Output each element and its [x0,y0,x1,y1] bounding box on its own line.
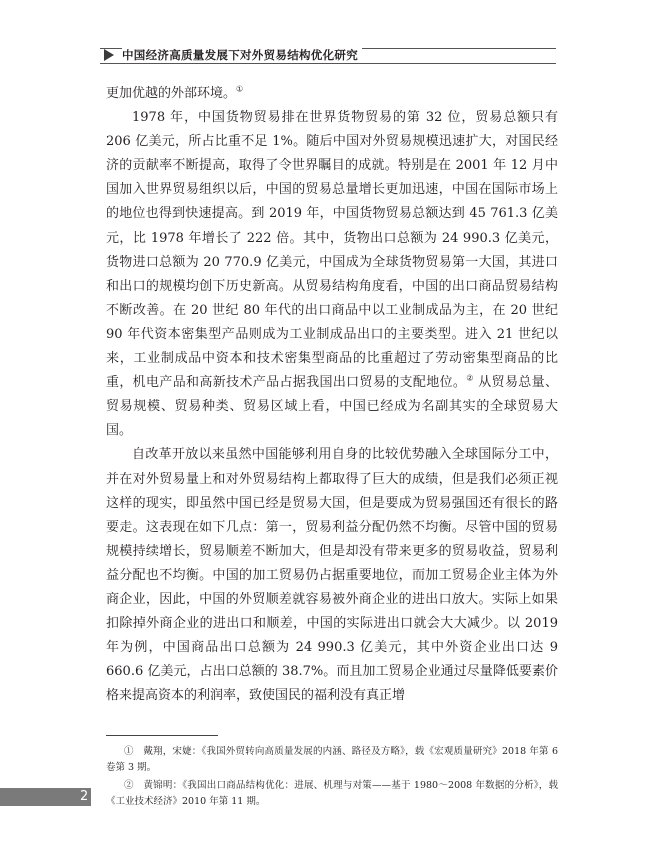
footnote-2: ② 黄锦明：《我国出口商品结构优化：进展、机理与对策——基于 1980～2008 年数据的分析》，载《工业技术经济》2010 年第 11 期。 [106,780,558,807]
running-header-title: 中国经济高质量发展下对外贸易结构优化研究 [122,47,362,63]
main-text [106,82,558,708]
paragraph-1-text-b: 从贸易总量、贸易规模、贸易种类、贸易区域上看，中国已经成为名副其实的全球贸易大国。 [106,375,558,439]
footnote-1: ① 戴翔，宋婕：《我国外贸转向高质量发展的内涵、路径及方略》，载《宏观质量研究》2018 年第 6 卷第 3 期。 [106,746,558,773]
header-arrow-icon [104,49,114,61]
running-header [100,44,558,66]
footnote-divider [106,735,218,736]
page-number-tab [0,788,91,806]
page-number: 2 [80,789,89,804]
paragraph-1 [106,106,558,443]
intro-line: 更加优越的外部环境。 [106,86,237,101]
paragraph-1-text-a: 1978 年，中国货物贸易排在世界货物贸易的第 32 位，贸易总额只有 206 亿美元，所占比重不足 1%。随后中国对外贸易规模迅速扩大，对国民经济的贡献率不断提高，取得了令世界瞩目的成就。特别是在 2001 年 12 月中国加入世界贸易组织以后，中国的贸易总量增长更加迅速，中国在国际市场上的地位也得到快速提高。到 2019 年，中国货物贸易总额达到 45 761.3 亿美元，比 1978 年增长了 222 倍。其中，货物出口总额为 24 990.3 亿美元，货物进口总额为 20 770.9 亿美元，中国成为全球货物贸易第一大国，其进口和出口的规模均创下历史新高。从贸易结构角度看，中国的出口商品贸易结构不断改善。在 20 世纪 80 年代的出口商品中以工业制成品为主，在 20 世纪 90 年代资本密集型产品则成为工业制成品出口的主要类型。进入 21 世纪以来，工业制成品中资本和技术密集型商品的比重超过了劳动密集型商品的比重，机电产品和高新技术产品占据我国出口贸易的支配地位。 [106,110,558,391]
intro-paragraph [106,82,558,106]
footnote-ref-2[interactable]: ② [466,373,474,383]
paragraph-2: 自改革开放以来虽然中国能够利用自身的比较优势融入全球国际分工中，并在对外贸易量上和对外贸易结构上都取得了巨大的成绩，但是我们必须正视这样的现实，即虽然中国已经是贸易大国，但是要成为贸易强国还有很长的路要走。这表现在如下几点：第一，贸易利益分配仍然不均衡。尽管中国的贸易规模持续增长，贸易顺差不断加大，但是却没有带来更多的贸易收益，贸易利益分配也不均衡。中国的加工贸易仍占据重要地位，而加工贸易企业主体为外商企业，因此，中国的外贸顺差就容易被外商企业的进出口放大。实际上如果扣除掉外商企业的进出口和顺差，中国的实际进出口就会大大减少。以 2019 年为例，中国商品出口总额为 24 990.3 亿美元，其中外资企业出口达 9 660.6 亿美元，占出口总额的 38.7%。而且加工贸易企业通过尽量降低要素价格来提高资本的利润率，致使国民的福利没有真正增 [106,447,558,704]
footnotes [106,744,558,812]
footnote-ref-1[interactable]: ① [236,84,244,94]
